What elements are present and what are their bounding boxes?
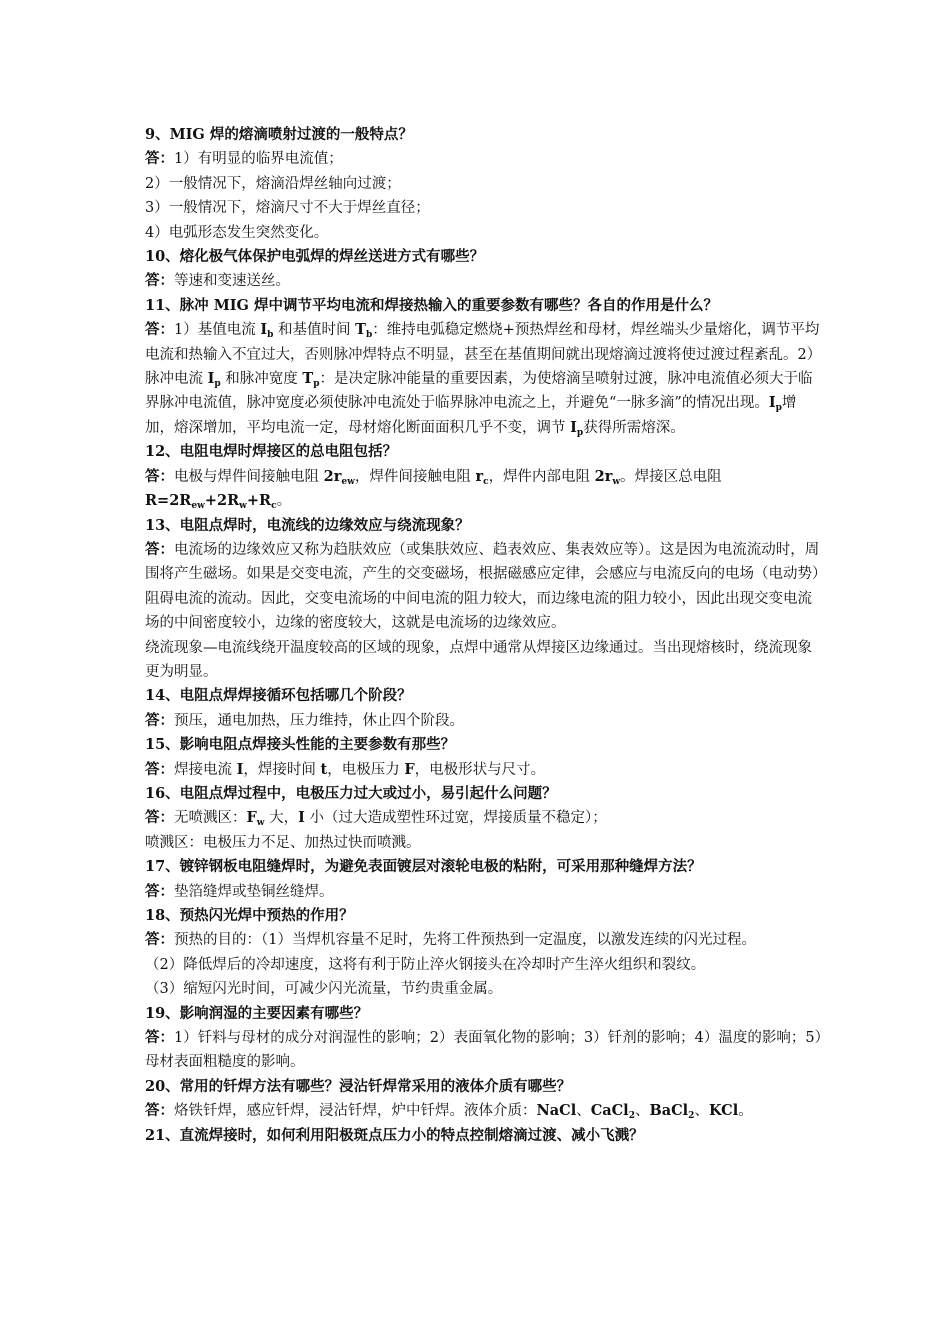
answer-13-paragraph-2: 绕流现象—电流线绕开温度较高的区域的现象，点焊中通常从焊接区边缘通过。当出现熔核时，绕流现象更为明显。: [145, 639, 812, 680]
answer-9-line-4: 4）电弧形态发生突然变化。: [145, 224, 329, 241]
answer-14: 答：预压，通电加热，压力维持，休止四个阶段。: [145, 711, 464, 729]
answer-17: 答：垫箔缝焊或垫铜丝缝焊。: [145, 882, 334, 900]
answer-label: 答：: [145, 711, 174, 729]
answer-label: 答：: [145, 272, 174, 290]
answer-label: 答：: [145, 467, 174, 485]
question-20: 20、常用的钎焊方法有哪些？浸沾钎焊常采用的液体介质有哪些？: [145, 1077, 572, 1095]
answer-16-line-2: 喷溅区：电极压力不足、加热过快而喷溅。: [145, 834, 421, 851]
answer-label: 答：: [145, 760, 174, 778]
answer-11: 答：1）基值电流 $I_b$ 和基值时间 $T_b$：维持电弧稳定燃烧+预热焊丝和母材，焊丝端头少量熔化，调节平均电流和热输入不宜过大，否则脉冲焊特点不明显，甚至在基值期间就出现熔滴过渡将使过渡过程紊乱。2）脉冲电流 $I_p$ 和脉冲宽度 $T_p$：是决定脉冲能量的重要因素，为使熔滴呈喷射过渡，脉冲电流值必须大于临界脉冲电流值，脉冲宽度必须使脉冲电流处于临界脉冲电流之上，并避免“一脉多滴”的情况出现。$I_p$增加，熔深增加，平均电流一定，母材熔化断面面积几乎不变，调节 $I_p$获得所需熔深。: [145, 321, 822, 438]
answer-15: 答：焊接电流 I，焊接时间 t，电极压力 F，电极形状与尺寸。: [145, 760, 546, 778]
answer-label: 答：: [145, 321, 174, 339]
answer-label: 答：: [145, 809, 174, 827]
question-18: 18、预热闪光焊中预热的作用？: [145, 907, 354, 924]
document-page: [145, 123, 825, 1148]
answer-label: 答：: [145, 1029, 174, 1047]
answer-19: 答：1）钎料与母材的成分对润湿性的影响；2）表面氧化物的影响；3）钎剂的影响；4）温度的影响；5）母材表面粗糙度的影响。: [145, 1029, 822, 1071]
question-17: 17、镀锌钢板电阻缝焊时，为避免表面镀层对滚轮电极的粘附，可采用那种缝焊方法？: [145, 858, 702, 876]
question-10: 10、熔化极气体保护电弧焊的焊丝送进方式有哪些？: [145, 248, 485, 266]
answer-13-paragraph-1: 答：电流场的边缘效应又称为趋肤效应（或集肤效应、趋表效应、集表效应等）。这是因为电流流动时，周围将产生磁场。如果是交变电流，产生的交变磁场，根据磁感应定律，会感应与电流反向的电场（电动势）阻碍电流的流动。因此，交变电流场的中间电流的阻力较大，而边缘电流的阻力较小，因此出现交变电流场的中间密度较小，边缘的密度较大，这就是电流场的边缘效应。: [145, 540, 820, 632]
question-11: 11、脉冲 MIG 焊中调节平均电流和焊接热输入的重要参数有哪些？各自的作用是什么？: [145, 296, 718, 314]
answer-18-line-3: （3）缩短闪光时间，可减少闪光流量，节约贵重金属。: [145, 981, 503, 998]
answer-10: 答：等速和变速送丝。: [145, 272, 290, 290]
question-15: 15、影响电阻点焊接头性能的主要参数有那些？: [145, 736, 456, 754]
question-21: 21、直流焊接时，如何利用阳极斑点压力小的特点控制熔滴过渡、减小飞溅？: [145, 1126, 644, 1144]
answer-label: 答：: [145, 540, 174, 558]
answer-label: 答：: [145, 931, 174, 949]
question-19: 19、影响润湿的主要因素有哪些？: [145, 1004, 369, 1022]
answer-label: 答：: [145, 882, 174, 900]
question-16: 16、电阻点焊过程中，电极压力过大或过小，易引起什么问题？: [145, 784, 557, 802]
question-13: 13、电阻点焊时，电流线的边缘效应与绕流现象？: [145, 516, 470, 534]
answer-label: 答：: [145, 1102, 174, 1120]
answer-20: 答：烙铁钎焊，感应钎焊，浸沾钎焊，炉中钎焊。液体介质：NaCl、CaCl$_2$、BaCl$_2$、KCl。: [145, 1102, 753, 1122]
answer-16-line-1: 答：无喷溅区：$F_w$ 大，I 小（过大造成塑性环过宽，焊接质量不稳定）；: [145, 809, 607, 829]
answer-18-line-2: （2）降低焊后的冷却速度，这将有利于防止淬火钢接头在冷却时产生淬火组织和裂纹。: [145, 956, 706, 973]
answer-9-line-3: 3）一般情况下，熔滴尺寸不大于焊丝直径；: [145, 200, 430, 217]
answer-18-line-1: 答：预热的目的：（1）当焊机容量不足时，先将工件预热到一定温度，以激发连续的闪光过程。: [145, 931, 756, 949]
question-14: 14、电阻点焊焊接循环包括哪几个阶段？: [145, 687, 412, 705]
answer-12: 答：电极与焊件间接触电阻 $2r_{ew}$，焊件间接触电阻 $r_c$，焊件内部电阻 $2r_w$。焊接区总电阻 $R=2R_{ew}+2R_w+R_c$。: [145, 467, 722, 512]
answer-label: 答：: [145, 150, 174, 168]
total-resistance-formula: $R=2R_{ew}+2R_w+R_c$: [145, 492, 277, 512]
question-9: 9、MIG 焊的熔滴喷射过渡的一般特点？: [145, 126, 413, 143]
question-12: 12、电阻电焊时焊接区的总电阻包括？: [145, 443, 398, 461]
answer-9-line-2: 2）一般情况下，熔滴沿焊丝轴向过渡；: [145, 175, 401, 192]
answer-9-line-1: 答：1）有明显的临界电流值；: [145, 150, 343, 168]
